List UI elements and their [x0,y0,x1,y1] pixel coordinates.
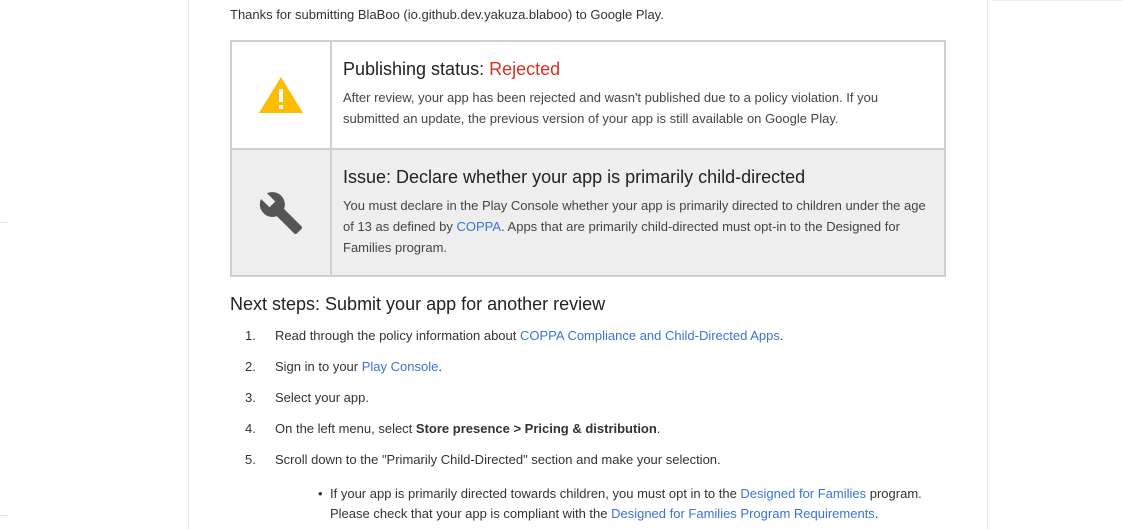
status-icon-cell [232,42,332,148]
step-text: Select your app. [275,390,369,405]
divider [993,0,1123,1]
step-number: 3. [245,390,256,405]
sub-text: . [874,506,879,521]
status-description: After review, your app has been rejected and wasn't published due to a policy violation. If you submitted an update, the previous version of your app is still available on Google Play. [343,90,879,126]
step-text-part: Read through the policy information about [275,328,520,343]
sub-text: If your app is primarily directed towards children, you must opt in to the [330,486,741,501]
issue-description [343,195,932,258]
sub-text: Please check that your app is compliant with the [330,506,612,521]
issue-text-cell [332,150,944,275]
step-text-part: On the left menu, select [275,421,416,436]
issue-text: . Apps that are primarily child-directed must opt-in to the Designed for Families program. [343,219,900,255]
sub-list [316,484,936,524]
divider [0,515,8,516]
step-number: 4. [245,421,256,436]
list-item [245,357,945,388]
status-row [232,42,944,150]
play-console-link[interactable]: Play Console [361,359,439,374]
list-item [316,484,936,524]
step-number: 1. [245,328,256,343]
designed-for-families-link[interactable]: Designed for Families [740,486,867,501]
status-text-cell [332,42,944,148]
divider [0,222,8,223]
bullet: • [318,486,323,501]
step-text [275,326,784,346]
intro-text: Thanks for submitting BlaBoo (io.github.dev.yakuza.blaboo) to Google Play. [230,7,664,22]
issue-icon-cell [232,150,332,275]
next-steps-title: Next steps: Submit your app for another review [230,294,606,314]
requirements-link[interactable]: Designed for Families Program Requirements [611,506,875,521]
issue-row [232,150,944,275]
coppa-compliance-link[interactable]: COPPA Compliance and Child-Directed Apps [520,328,780,343]
step-text-part: . [656,421,661,436]
list-item [245,419,945,450]
notice-table [230,40,946,277]
menu-path: Store presence > Pricing & distribution [415,421,657,436]
list-item [245,326,945,357]
warning-icon [258,75,304,115]
status-badge: Rejected [489,59,561,79]
list-item [245,388,945,419]
issue-heading: Issue: Declare whether your app is primarily child-directed [343,167,806,187]
step-text-part: Sign in to your [275,359,362,374]
list-item [245,450,945,481]
sub-text: program. [866,486,922,501]
step-text [275,419,660,439]
step-text-part: . [438,359,442,374]
status-heading [343,56,932,82]
step-number: 5. [245,452,256,467]
issue-text: You must declare in the Play Console whether your app is primarily directed to children under the age of 13 as defined by [343,198,926,234]
step-text-part: . [779,328,784,343]
status-label: Publishing status: [343,59,490,79]
coppa-link[interactable]: COPPA [456,219,502,234]
sub-item-line [330,504,936,524]
wrench-icon [258,190,304,236]
step-text [275,357,442,377]
sub-item-line [330,484,936,504]
step-text: Scroll down to the "Primarily Child-Directed" section and make your selection. [275,452,721,467]
steps-list [245,326,945,481]
step-number: 2. [245,359,256,374]
